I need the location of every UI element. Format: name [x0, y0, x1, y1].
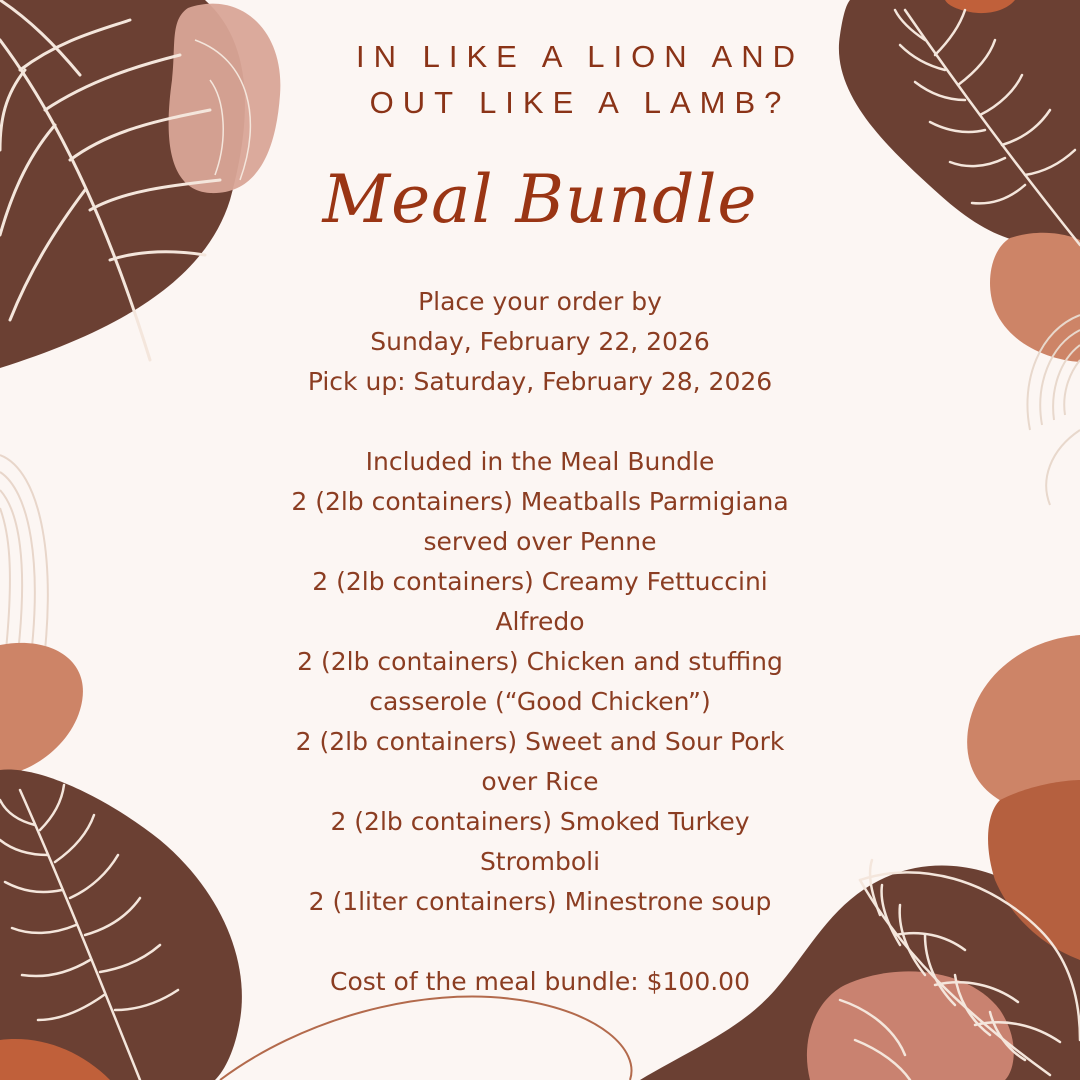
tagline-line-1: IN LIKE A LION AND: [355, 39, 804, 74]
list-item: over Rice: [481, 767, 599, 796]
list-item: casserole (“Good Chicken”): [369, 687, 711, 716]
cost-text: Cost of the meal bundle: $100.00: [330, 967, 750, 996]
list-item: 2 (2lb containers) Sweet and Sour Pork: [295, 727, 785, 756]
list-item: 2 (2lb containers) Smoked Turkey: [330, 807, 750, 836]
tagline: [40, 34, 1080, 126]
order-line-2: Sunday, February 22, 2026: [370, 327, 710, 356]
cost-line: [0, 962, 1080, 1002]
list-item: Alfredo: [495, 607, 585, 636]
page-title: Meal Bundle: [322, 161, 758, 238]
order-line-3: Pick up: Saturday, February 28, 2026: [307, 367, 773, 396]
list-item: Stromboli: [479, 847, 601, 876]
bottom-center-swirl-line: [220, 997, 632, 1080]
included-list: [0, 442, 1080, 922]
list-item: 2 (2lb containers) Chicken and stuffing: [297, 647, 783, 676]
list-item: 2 (1liter containers) Minestrone soup: [308, 887, 772, 916]
list-item: 2 (2lb containers) Creamy Fettuccini: [312, 567, 768, 596]
order-line-1: Place your order by: [418, 287, 662, 316]
list-item: 2 (2lb containers) Meatballs Parmigiana: [291, 487, 789, 516]
included-heading: Included in the Meal Bundle: [365, 447, 715, 476]
tagline-line-2: OUT LIKE A LAMB?: [369, 85, 791, 120]
list-item: served over Penne: [423, 527, 657, 556]
order-info: [0, 282, 1080, 402]
